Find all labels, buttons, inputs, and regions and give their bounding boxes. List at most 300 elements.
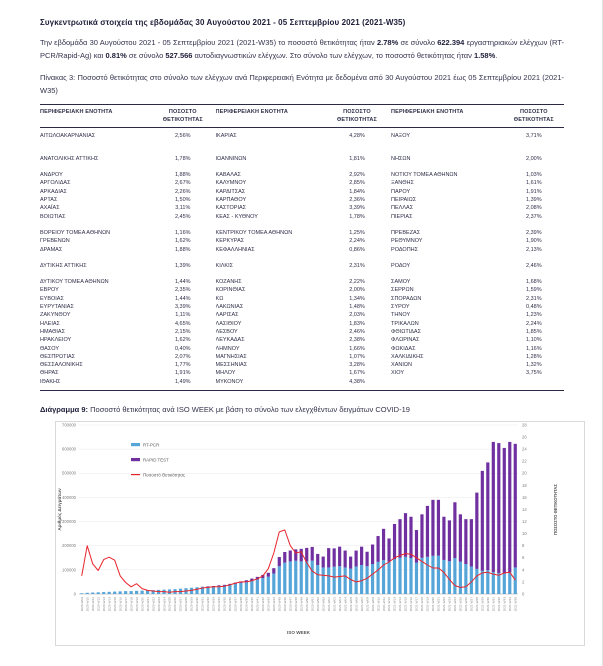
bar-rapidtest [486, 462, 489, 570]
value-cell: 2,92% [349, 172, 365, 179]
bar-rapidtest [322, 557, 325, 568]
table-row [40, 303, 564, 311]
x-axis-label: 2020-W28 [184, 597, 189, 612]
value-cell: 1,90% [526, 238, 542, 245]
table-row [40, 353, 564, 361]
x-axis-label: 2021-W31 [491, 597, 496, 612]
region-cell: ΡΟΔΟΠΗΣ [391, 246, 419, 253]
bar-rtpcr [256, 580, 259, 594]
right-axis-tick: 10 [522, 531, 527, 537]
x-axis-title: ISO WEEK [287, 630, 310, 636]
bar-rtpcr [437, 556, 440, 594]
x-axis-label: 2021-W19 [425, 597, 430, 612]
bar-rapidtest [475, 493, 478, 569]
bar-rtpcr [415, 563, 418, 594]
value-cell: 1,67% [349, 370, 365, 377]
region-cell: ΚΕΡΚΥΡΑΣ [215, 238, 245, 245]
region-cell: ΚΕΑΣ - ΚΥΘΝΟΥ [215, 213, 258, 220]
region-cell: ΙΚΑΡΙΑΣ [215, 132, 237, 139]
bar-rapidtest [420, 514, 423, 557]
table-row [40, 278, 564, 286]
x-axis-label: 2020-W45 [277, 597, 282, 612]
bar-rtpcr [333, 567, 336, 594]
value-cell: 1,32% [526, 362, 542, 369]
bar-rapidtest [442, 517, 445, 560]
x-axis-label: 2020-W19 [134, 597, 139, 612]
x-axis-label: 2020-W14 [107, 597, 112, 612]
value-cell: 2,85% [349, 180, 365, 187]
x-axis-label: 2020-W24 [162, 597, 167, 612]
region-cell: ΚΟΡΙΝΘΙΑΣ [215, 287, 246, 294]
region-cell: ΜΕΣΣΗΝΙΑΣ [215, 362, 248, 369]
value-cell: 1,83% [349, 320, 365, 327]
x-axis-label: 2021-W10 [376, 597, 381, 612]
value-cell: 2,37% [526, 213, 542, 220]
bar-rapidtest [387, 538, 390, 561]
region-cell: ΝΑΞΟΥ [391, 132, 411, 139]
legend-label: Ποσοστό Θετικότητας [143, 472, 185, 478]
x-axis-label: 2020-W50 [304, 597, 309, 612]
region-cell: ΘΕΣΠΡΩΤΙΑΣ [40, 353, 76, 360]
region-cell: ΞΑΝΘΗΣ [391, 180, 414, 187]
right-axis-tick: 4 [522, 567, 525, 573]
value-cell: 1,28% [526, 353, 542, 360]
x-axis-label: 2020-W26 [173, 597, 178, 612]
region-cell: ΗΛΕΙΑΣ [40, 320, 60, 327]
value-cell: 1,91% [526, 188, 542, 195]
x-axis-label: 2021-W22 [442, 597, 447, 612]
region-cell: ΠΕΙΡΑΙΩΣ [391, 197, 417, 204]
x-axis-label: 2020-W46 [282, 597, 287, 612]
right-axis-title: ΠΟΣΟΣΤΟ ΘΕΤΙΚΟΤΗΤΑΣ [553, 484, 558, 535]
bar-rapidtest [514, 444, 517, 568]
left-axis-title: Αριθμός Δειγμάτων [57, 488, 62, 531]
paragraph-bold-value: 2.78% [376, 38, 399, 47]
x-axis-label: 2020-W22 [151, 597, 156, 612]
x-axis-label: 2021-W32 [496, 597, 501, 612]
region-cell: ΛΑΡΙΣΑΣ [215, 312, 239, 319]
region-cell: ΛΗΜΝΟΥ [215, 345, 240, 352]
value-cell: 2,36% [349, 197, 365, 204]
x-axis-label: 2021-W25 [458, 597, 463, 612]
value-cell: 1,03% [526, 172, 542, 179]
region-cell: ΜΗΛΟΥ [215, 370, 236, 377]
right-axis-tick: 2 [522, 579, 525, 585]
left-axis-tick: 400000 [62, 494, 76, 500]
bar-rapidtest [382, 529, 385, 560]
x-axis-label: 2020-W11 [90, 597, 95, 612]
x-axis-label: 2020-W15 [112, 597, 117, 612]
x-axis-label: 2020-W41 [255, 597, 260, 612]
x-axis-label: 2021-W29 [480, 597, 485, 612]
x-axis-label: 2020-W43 [266, 597, 271, 612]
x-axis-label: 2021-W18 [420, 597, 425, 612]
region-cell: ΘΑΣΟΥ [40, 345, 60, 352]
x-axis-label: 2021-W14 [398, 597, 403, 612]
right-axis-tick: 24 [522, 446, 527, 452]
left-axis-tick: 0 [73, 591, 76, 597]
x-axis-label: 2020-W37 [233, 597, 238, 612]
table-row [40, 286, 564, 294]
left-axis-tick: 100000 [62, 567, 76, 573]
paragraph-text: . [495, 51, 498, 60]
value-cell: 1,23% [526, 312, 542, 319]
bar-rtpcr [503, 574, 506, 594]
x-axis-label: 2020-W38 [239, 597, 244, 612]
header-cell: ΠΕΡΙΦΕΡΕΙΑΚΗ ΕΝΟΤΗΤΑ [40, 109, 113, 115]
region-cell: ΚΩ [215, 295, 224, 302]
x-axis-label: 2020-W53 [321, 597, 326, 612]
bar-rtpcr [344, 567, 347, 594]
table-row [40, 262, 564, 270]
bar-rapidtest [448, 520, 451, 561]
x-axis-label: 2020-W29 [189, 597, 194, 612]
region-cell: ΑΝΔΡΟΥ [40, 172, 63, 179]
chart-caption-label: Διάγραμμα 9: [40, 405, 89, 415]
region-cell: ΠΑΡΟΥ [391, 188, 411, 195]
table-group [40, 155, 564, 163]
bar-rapidtest [437, 500, 440, 556]
bar-rapidtest [404, 513, 407, 557]
bar-rapidtest [481, 471, 484, 571]
value-cell: 2,08% [526, 205, 542, 212]
bar-rapidtest [316, 554, 319, 565]
bar-rtpcr [135, 591, 138, 594]
x-axis-label: 2021-W13 [392, 597, 397, 612]
region-cell: ΒΟΡΕΙΟΥ ΤΟΜΕΑ ΑΘΗΝΩΝ [40, 229, 111, 236]
legend-label: RT-PCR [143, 442, 160, 448]
bar-rtpcr [283, 563, 286, 594]
right-axis-tick: 16 [522, 494, 527, 500]
x-axis-label: 2020-W49 [299, 597, 304, 612]
value-cell: 1,88% [174, 172, 191, 179]
table-row [40, 179, 564, 187]
x-axis-label: 2020-W48 [293, 597, 298, 612]
value-cell: 1,50% [174, 197, 191, 204]
table-row [40, 188, 564, 196]
bar-rapidtest [333, 548, 336, 566]
table-row [40, 246, 564, 254]
left-axis-tick: 300000 [62, 518, 76, 524]
bar-rapidtest [355, 551, 358, 567]
bar-rapidtest [464, 519, 467, 564]
bar-rtpcr [486, 570, 489, 594]
value-cell: 2,00% [349, 287, 365, 294]
value-cell: 3,75% [526, 370, 542, 377]
table-row [40, 328, 564, 336]
bar-rapidtest [366, 552, 369, 566]
x-axis-label: 2020-W16 [118, 597, 123, 612]
region-cell: ΕΥΡΥΤΑΝΙΑΣ [40, 304, 74, 311]
region-cell: ΓΡΕΒΕΝΩΝ [40, 238, 70, 245]
bar-rtpcr [80, 593, 83, 594]
table-header-row [40, 108, 564, 128]
bar-rapidtest [338, 547, 341, 567]
x-axis-label: 2021-W30 [486, 597, 491, 612]
bar-rtpcr [267, 577, 270, 594]
positivity-table [40, 104, 564, 391]
table-row [40, 345, 564, 353]
bar-rtpcr [245, 582, 248, 594]
x-axis-label: 2020-W30 [195, 597, 200, 612]
bar-rtpcr [91, 593, 94, 594]
bar-rtpcr [316, 565, 319, 594]
value-cell: 2,39% [526, 229, 542, 236]
value-cell: 1,44% [174, 279, 191, 286]
bar-rtpcr [398, 558, 401, 594]
value-cell: 0,48% [526, 304, 542, 311]
bar-rtpcr [442, 560, 445, 594]
region-cell: ΣΥΡΟΥ [391, 304, 410, 311]
region-cell: ΚΕΦΑΛΛΗΝΙΑΣ [215, 246, 255, 253]
value-cell: 2,24% [526, 320, 542, 327]
bar-rtpcr [261, 578, 264, 594]
x-axis-label: 2020-W23 [156, 597, 161, 612]
bar-rapidtest [453, 502, 456, 558]
bar-rapidtest [398, 519, 401, 558]
header-cell: ΠΕΡΙΦΕΡΕΙΑΚΗ ΕΝΟΤΗΤΑ [215, 109, 289, 115]
x-axis-label: 2021-W21 [436, 597, 441, 612]
bar-rtpcr [475, 569, 478, 594]
bar-rapidtest [426, 506, 429, 557]
value-cell: 2,26% [174, 188, 191, 195]
bar-rtpcr [387, 562, 390, 594]
value-cell: 2,56% [174, 132, 191, 139]
bar-rapidtest [409, 517, 412, 558]
paragraph-text: Την εβδομάδα 30 Αυγούστου 2021 - 05 Σεπτεμβρίου 2021 (2021-W35) το ποσοστό θετικότητας ήταν [40, 38, 377, 47]
value-cell: 2,31% [349, 262, 365, 269]
value-cell: 0,86% [349, 246, 365, 253]
value-cell: 3,71% [526, 132, 542, 139]
bar-rtpcr [508, 572, 511, 594]
value-cell: 1,88% [174, 246, 191, 253]
bar-rtpcr [130, 591, 133, 594]
table-row [40, 237, 564, 245]
x-axis-label: 2020-W42 [261, 597, 266, 612]
bar-rtpcr [124, 591, 127, 594]
bar-rapidtest [497, 443, 500, 573]
value-cell: 2,35% [174, 287, 191, 294]
region-cell: ΚΑΣΤΟΡΙΑΣ [215, 205, 247, 212]
x-axis-label: 2020-W34 [217, 597, 222, 612]
value-cell: 1,34% [349, 295, 365, 302]
x-axis-label: 2020-W31 [200, 597, 205, 612]
table-row [40, 229, 564, 237]
header-cell: ΠΟΣΟΣΤΟ ΘΕΤΙΚΟΤΗΤΑΣ [162, 109, 203, 124]
region-cell: ΑΝΑΤΟΛΙΚΗΣ ΑΤΤΙΚΗΣ [40, 155, 99, 162]
value-cell: 1,62% [174, 337, 191, 344]
bar-rtpcr [141, 591, 144, 594]
region-cell: ΦΩΚΙΔΑΣ [391, 345, 416, 352]
table-row [40, 171, 564, 179]
paragraph-text: σε σύνολο [398, 38, 438, 47]
value-cell: 2,46% [526, 262, 542, 269]
x-axis-label: 2021-W24 [453, 597, 458, 612]
x-axis-label: 2021-W35 [513, 597, 518, 612]
bar-rapidtest [371, 545, 374, 565]
summary-paragraph [40, 36, 564, 62]
value-cell: 2,07% [174, 353, 191, 360]
table-row [40, 378, 564, 386]
region-cell: ΚΟΖΑΝΗΣ [215, 279, 242, 286]
bar-rtpcr [272, 573, 275, 594]
chart-caption-text: Ποσοστό θετικότητας ανά ISO WEEK με βάση το σύνολο των ελεγχθέντων δειγμάτων COVID-19 [88, 405, 410, 415]
paragraph-bold-value: 0.81% [105, 51, 127, 60]
bar-rtpcr [119, 591, 122, 594]
bar-rtpcr [234, 584, 237, 594]
table-row [40, 132, 564, 140]
region-cell: ΚΑΡΔΙΤΣΑΣ [215, 188, 246, 195]
value-cell: 2,24% [349, 238, 365, 245]
x-axis-label: 2021-W12 [387, 597, 392, 612]
value-cell: 1,11% [175, 312, 191, 319]
x-axis-label: 2020-W12 [96, 597, 101, 612]
bar-rapidtest [349, 557, 352, 569]
bar-rtpcr [113, 592, 116, 594]
bar-rtpcr [393, 559, 396, 594]
bar-rtpcr [250, 581, 253, 594]
paragraph-text: εργαστηριακών ελέγχων (RT-PCR/Rapid-Ag) και [40, 38, 564, 60]
table-row [40, 295, 564, 303]
value-cell: 1,25% [349, 229, 365, 236]
value-cell: 1,91% [174, 370, 191, 377]
bar-rtpcr [327, 567, 330, 594]
region-cell: ΣΑΜΟΥ [391, 279, 411, 286]
region-cell: ΦΛΩΡΙΝΑΣ [391, 337, 420, 344]
value-cell: 2,46% [349, 328, 365, 335]
region-cell: ΦΘΙΩΤΙΔΑΣ [391, 328, 421, 335]
region-cell: ΑΧΑΪΑΣ [40, 205, 60, 212]
x-axis-label: 2021-W09 [370, 597, 375, 612]
paragraph-bold-value: 527.566 [165, 51, 193, 60]
page-title: Συγκεντρωτικά στοιχεία της εβδομάδας 30 Αυγούστου 2021 - 05 Σεπτεμβρίου 2021 (2021-W35) [40, 18, 406, 27]
bar-rtpcr [404, 557, 407, 594]
x-axis-label: 2020-W27 [178, 597, 183, 612]
right-axis-tick: 14 [522, 506, 527, 512]
x-axis-label: 2021-W08 [365, 597, 370, 612]
region-cell: ΛΕΣΒΟΥ [215, 328, 238, 335]
right-axis-tick: 8 [522, 543, 525, 549]
value-cell: 1,61% [526, 180, 542, 187]
region-cell: ΚΕΝΤΡΙΚΟΥ ΤΟΜΕΑ ΑΘΗΝΩΝ [215, 229, 293, 236]
chart-panel [55, 421, 585, 646]
bar-rtpcr [289, 561, 292, 594]
bar-rapidtest [344, 551, 347, 568]
x-axis-label: 2021-W04 [343, 597, 348, 612]
value-cell: 2,67% [174, 180, 191, 187]
value-cell: 3,39% [174, 304, 191, 311]
x-axis-label: 2021-W02 [332, 597, 337, 612]
table-group [40, 278, 564, 386]
left-axis-tick: 200000 [62, 543, 76, 549]
x-axis-label: 2020-W13 [101, 597, 106, 612]
region-cell: ΔΡΑΜΑΣ [40, 246, 63, 253]
table-group [40, 229, 564, 254]
bar-rtpcr [300, 561, 303, 594]
region-cell: ΚΑΛΥΜΝΟΥ [215, 180, 247, 187]
value-cell: 2,45% [174, 213, 191, 220]
bar-rtpcr [108, 592, 111, 594]
table-row [40, 196, 564, 204]
table-row [40, 204, 564, 212]
value-cell: 3,39% [349, 205, 365, 212]
bar-rtpcr [459, 562, 462, 594]
value-cell: 1,07% [349, 353, 365, 360]
bar-rtpcr [355, 566, 358, 594]
value-cell: 1,48% [349, 304, 365, 311]
x-axis-label: 2021-W26 [464, 597, 469, 612]
bar-rtpcr [492, 572, 495, 594]
x-axis-label: 2020-W32 [206, 597, 211, 612]
region-cell: ΡΕΘΥΜΝΟΥ [391, 238, 423, 245]
bar-rtpcr [431, 556, 434, 594]
bar-rapidtest [508, 442, 511, 572]
paragraph-text: σε σύνολο [126, 51, 166, 60]
value-cell: 1,16% [526, 345, 542, 352]
region-cell: ΛΕΥΚΑΔΑΣ [215, 337, 245, 344]
bar-rapidtest [492, 442, 495, 572]
x-axis-label: 2020-W40 [250, 597, 255, 612]
value-cell: 1,68% [526, 279, 542, 286]
region-cell: ΖΑΚΥΝΘΟΥ [40, 312, 71, 319]
region-cell: ΒΟΙΩΤΙΑΣ [40, 213, 66, 220]
right-axis-tick: 0 [522, 591, 525, 597]
region-cell: ΤΗΝΟΥ [391, 312, 411, 319]
value-cell: 4,28% [349, 132, 365, 139]
region-cell: ΙΘΑΚΗΣ [40, 378, 61, 385]
table-row [40, 213, 564, 221]
value-cell: 0,40% [174, 345, 191, 352]
right-axis-tick: 12 [522, 518, 527, 524]
bar-rtpcr [481, 571, 484, 594]
legend-label: RAPID TEST [143, 457, 169, 463]
region-cell: ΑΙΤΩΛΟΑΚΑΡΝΑΝΙΑΣ [40, 132, 96, 139]
region-cell: ΛΑΣΙΘΙΟΥ [215, 320, 242, 327]
table-row [40, 361, 564, 369]
bar-rtpcr [278, 566, 281, 594]
x-axis-label: 2021-W33 [502, 597, 507, 612]
region-cell: ΣΠΟΡΑΔΩΝ [391, 295, 422, 302]
right-axis-tick: 20 [522, 470, 527, 476]
region-cell: ΙΩΑΝΝΙΝΩΝ [215, 155, 247, 162]
bar-rapidtest [311, 547, 314, 561]
x-axis-label: 2020-W25 [167, 597, 172, 612]
region-cell: ΚΙΛΚΙΣ [215, 262, 233, 269]
value-cell: 2,22% [349, 279, 365, 286]
header-cell: ΠΟΣΟΣΤΟ ΘΕΤΙΚΟΤΗΤΑΣ [513, 109, 554, 124]
region-cell: ΑΡΓΟΛΙΔΑΣ [40, 180, 71, 187]
bar-rapidtest [217, 585, 220, 586]
region-cell: ΛΑΚΩΝΙΑΣ [215, 304, 244, 311]
x-axis-label: 2021-W06 [354, 597, 359, 612]
bar-rapidtest [360, 547, 363, 565]
x-axis-label: 2020-W17 [123, 597, 128, 612]
x-axis-label: 2020-W20 [140, 597, 145, 612]
region-cell: ΔΥΤΙΚΟΥ ΤΟΜΕΑ ΑΘΗΝΩΝ [40, 279, 109, 286]
value-cell: 1,39% [174, 262, 191, 269]
value-cell: 1,39% [526, 197, 542, 204]
paragraph-text: αυτοδιαγνωστικών ελέγχων. Στο σύνολο των ελέγχων, το ποσοστό θετικότητας ήταν [192, 51, 474, 60]
legend-swatch [131, 443, 140, 446]
value-cell: 4,38% [349, 378, 365, 385]
value-cell: 1,10% [526, 337, 542, 344]
region-cell: ΧΙΟΥ [391, 370, 405, 377]
value-cell: 1,49% [174, 378, 191, 385]
left-axis-tick: 700000 [62, 422, 76, 428]
bar-rtpcr [212, 587, 215, 594]
bar-rtpcr [239, 583, 242, 594]
x-axis-label: 2020-W10 [85, 597, 90, 612]
